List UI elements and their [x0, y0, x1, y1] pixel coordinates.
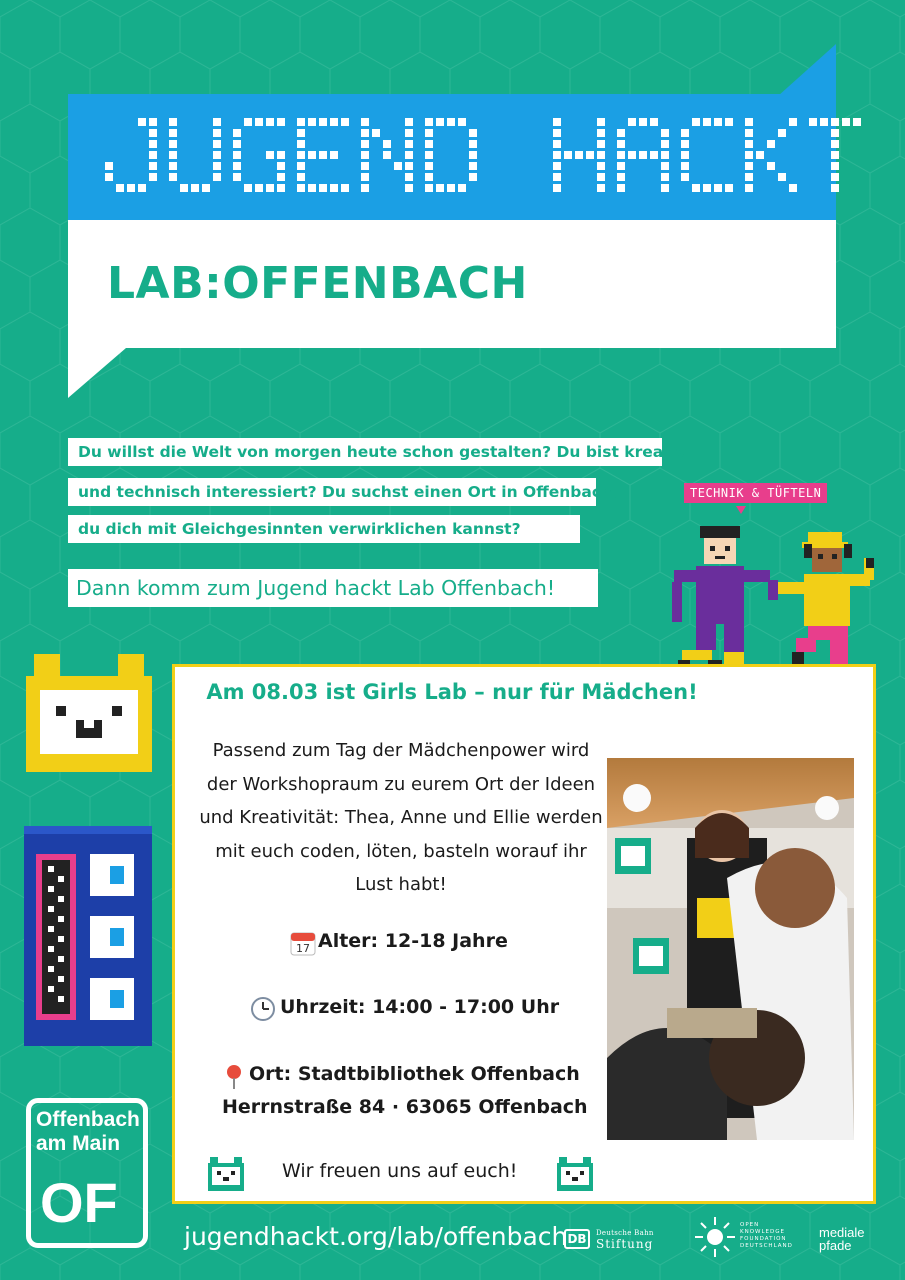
city-logo-name: Offenbach am Main — [36, 1108, 140, 1155]
speech-bubble: TECHNIK & TÜFTELN — [684, 483, 827, 503]
title-pixel — [469, 129, 477, 137]
okf-line-1: OPEN — [740, 1222, 760, 1228]
title-pixel — [692, 118, 700, 126]
title-pixel — [277, 173, 285, 181]
title-pixel — [553, 162, 561, 170]
title-pixel — [661, 184, 669, 192]
title-pixel — [372, 129, 380, 137]
title-pixel — [681, 162, 689, 170]
title-pixel — [308, 118, 316, 126]
title-pixel — [361, 151, 369, 159]
title-pixel — [469, 151, 477, 159]
title-pixel — [447, 184, 455, 192]
title-pixel — [213, 129, 221, 137]
title-pixel — [297, 173, 305, 181]
title-pixel — [553, 151, 561, 159]
banner-tail — [68, 348, 126, 398]
title-pixel — [831, 173, 839, 181]
title-pixel — [436, 184, 444, 192]
title-pixel — [745, 140, 753, 148]
title-pixel — [789, 184, 797, 192]
title-pixel — [361, 129, 369, 137]
title-pixel — [138, 118, 146, 126]
title-pixel — [469, 140, 477, 148]
title-pixel — [149, 118, 157, 126]
title-pixel — [745, 129, 753, 137]
title-pixel — [745, 173, 753, 181]
title-pixel — [703, 184, 711, 192]
title-pixel — [831, 118, 839, 126]
title-pixel — [597, 151, 605, 159]
title-pixel — [745, 162, 753, 170]
title-pixel — [809, 118, 817, 126]
title-pixel — [244, 118, 252, 126]
title-pixel — [244, 184, 252, 192]
title-pixel — [169, 140, 177, 148]
event-address: Herrnstraße 84 · 63065 Offenbach — [222, 1096, 588, 1118]
header-title-graphic — [105, 113, 805, 198]
title-pixel — [330, 151, 338, 159]
yellow-cat-icon — [26, 654, 152, 780]
title-pixel — [149, 129, 157, 137]
title-pixel — [714, 118, 722, 126]
title-pixel — [233, 151, 241, 159]
title-pixel — [202, 184, 210, 192]
title-pixel — [169, 151, 177, 159]
title-pixel — [597, 184, 605, 192]
title-pixel — [213, 151, 221, 159]
title-pixel — [277, 184, 285, 192]
title-pixel — [650, 118, 658, 126]
title-pixel — [469, 162, 477, 170]
footer-url-link[interactable]: jugendhackt.org/lab/offenbach — [184, 1222, 568, 1251]
title-pixel — [458, 184, 466, 192]
title-pixel — [138, 184, 146, 192]
title-pixel — [586, 151, 594, 159]
title-pixel — [617, 184, 625, 192]
title-pixel — [661, 140, 669, 148]
title-pixel — [149, 162, 157, 170]
title-pixel — [405, 162, 413, 170]
db-sponsor-line2: Stiftung — [596, 1237, 654, 1251]
db-sponsor-line1: Deutsche Bahn — [596, 1229, 654, 1237]
title-pixel — [405, 118, 413, 126]
title-pixel — [383, 140, 391, 148]
pixel-kid-1 — [672, 526, 778, 674]
title-pixel — [597, 118, 605, 126]
title-pixel — [842, 118, 850, 126]
calendar-icon — [290, 930, 316, 956]
title-pixel — [233, 162, 241, 170]
event-description: Passend zum Tag der Mädchenpower wird der Workshopraum zu eurem Ort der Ideen und Kreativität: Thea, Anne und Ellie werden mit euch coden, löten, basteln worauf ihr Lust habt! — [199, 740, 603, 895]
pixel-kid-2 — [778, 532, 874, 674]
title-pixel — [617, 140, 625, 148]
title-pixel — [297, 162, 305, 170]
event-age: Alter: 12-18 Jahre — [318, 930, 508, 952]
title-pixel — [553, 129, 561, 137]
title-pixel — [553, 140, 561, 148]
title-pixel — [681, 173, 689, 181]
title-pixel — [105, 173, 113, 181]
title-pixel — [233, 129, 241, 137]
title-pixel — [789, 118, 797, 126]
intro-line-1: Du willst die Welt von morgen heute schon gestalten? Du bist kreativ — [68, 438, 662, 466]
page-subtitle: LAB:OFFENBACH — [107, 258, 528, 309]
db-logo-mark: DB — [564, 1229, 590, 1249]
title-pixel — [831, 129, 839, 137]
title-pixel — [617, 151, 625, 159]
title-pixel — [458, 118, 466, 126]
title-pixel — [639, 118, 647, 126]
title-pixel — [725, 118, 733, 126]
intro-line-2: und technisch interessiert? Du suchst einen Ort in Offenbach, — [68, 478, 596, 506]
title-pixel — [597, 173, 605, 181]
pixel-kids-illustration — [668, 518, 882, 680]
title-pixel — [628, 151, 636, 159]
title-pixel — [767, 162, 775, 170]
title-pixel — [831, 140, 839, 148]
title-pixel — [213, 140, 221, 148]
title-pixel — [149, 151, 157, 159]
title-pixel — [127, 184, 135, 192]
title-pixel — [831, 162, 839, 170]
title-pixel — [661, 129, 669, 137]
title-pixel — [617, 129, 625, 137]
title-pixel — [425, 162, 433, 170]
title-pixel — [469, 173, 477, 181]
title-pixel — [149, 173, 157, 181]
title-pixel — [277, 118, 285, 126]
title-pixel — [297, 118, 305, 126]
title-pixel — [330, 118, 338, 126]
title-pixel — [425, 118, 433, 126]
title-pixel — [425, 173, 433, 181]
title-pixel — [255, 184, 263, 192]
title-pixel — [361, 184, 369, 192]
mediale-pfade-logo — [819, 1226, 865, 1252]
city-logo-abbr: OF — [40, 1171, 118, 1234]
blue-robot-icon — [24, 826, 152, 1052]
event-place: Ort: Stadtbibliothek Offenbach — [249, 1063, 580, 1085]
title-pixel — [597, 162, 605, 170]
title-pixel — [394, 162, 402, 170]
title-pixel — [116, 184, 124, 192]
title-pixel — [617, 173, 625, 181]
title-pixel — [383, 151, 391, 159]
okf-line-2: KNOWLEDGE — [740, 1229, 785, 1235]
title-pixel — [330, 184, 338, 192]
title-pixel — [149, 140, 157, 148]
title-pixel — [436, 118, 444, 126]
title-pixel — [277, 162, 285, 170]
title-pixel — [725, 184, 733, 192]
okf-line-4: DEUTSCHLAND — [740, 1243, 793, 1249]
title-pixel — [553, 118, 561, 126]
banner-flag — [778, 44, 836, 96]
title-pixel — [564, 151, 572, 159]
svg-text:17: 17 — [296, 942, 310, 955]
title-pixel — [756, 151, 764, 159]
small-cat-icon-right — [557, 1157, 593, 1191]
small-cat-icon-left — [208, 1157, 244, 1191]
title-pixel — [617, 162, 625, 170]
title-pixel — [681, 151, 689, 159]
okf-logo-icon — [694, 1216, 736, 1258]
title-pixel — [297, 184, 305, 192]
title-pixel — [191, 184, 199, 192]
title-pixel — [266, 184, 274, 192]
title-pixel — [778, 129, 786, 137]
title-pixel — [297, 129, 305, 137]
title-pixel — [405, 173, 413, 181]
title-pixel — [233, 140, 241, 148]
title-pixel — [255, 118, 263, 126]
title-pixel — [233, 173, 241, 181]
title-pixel — [361, 162, 369, 170]
title-pixel — [425, 140, 433, 148]
title-pixel — [820, 118, 828, 126]
title-pixel — [692, 184, 700, 192]
title-pixel — [297, 151, 305, 159]
intro-line-3: du dich mit Gleichgesinnten verwirklichen kannst? — [68, 515, 580, 543]
title-pixel — [341, 184, 349, 192]
title-pixel — [361, 173, 369, 181]
title-pixel — [266, 118, 274, 126]
title-pixel — [597, 129, 605, 137]
pin-icon — [224, 1064, 244, 1090]
event-time: Uhrzeit: 14:00 - 17:00 Uhr — [280, 996, 560, 1018]
title-pixel — [405, 184, 413, 192]
title-pixel — [661, 162, 669, 170]
title-pixel — [213, 162, 221, 170]
title-pixel — [297, 140, 305, 148]
closing-text: Wir freuen uns auf euch! — [282, 1160, 518, 1182]
title-pixel — [180, 184, 188, 192]
title-pixel — [319, 118, 327, 126]
title-pixel — [853, 118, 861, 126]
mediale-line-2: pfade — [819, 1238, 852, 1253]
title-pixel — [681, 140, 689, 148]
title-pixel — [169, 173, 177, 181]
title-pixel — [361, 140, 369, 148]
title-pixel — [628, 118, 636, 126]
title-pixel — [778, 173, 786, 181]
speech-bubble-tail — [736, 506, 746, 514]
title-pixel — [308, 151, 316, 159]
title-pixel — [405, 151, 413, 159]
title-pixel — [169, 129, 177, 137]
title-pixel — [575, 151, 583, 159]
title-pixel — [425, 151, 433, 159]
title-pixel — [105, 162, 113, 170]
title-pixel — [661, 173, 669, 181]
title-pixel — [767, 140, 775, 148]
title-pixel — [169, 162, 177, 170]
event-headline: Am 08.03 ist Girls Lab – nur für Mädchen! — [206, 680, 698, 704]
title-pixel — [319, 184, 327, 192]
okf-logo-text — [740, 1222, 793, 1250]
title-pixel — [266, 151, 274, 159]
title-pixel — [213, 173, 221, 181]
title-pixel — [745, 151, 753, 159]
title-pixel — [277, 151, 285, 159]
intro-cta: Dann komm zum Jugend hackt Lab Offenbach! — [68, 569, 598, 607]
title-pixel — [425, 184, 433, 192]
event-photo — [607, 758, 854, 1140]
title-pixel — [425, 129, 433, 137]
title-pixel — [714, 184, 722, 192]
title-pixel — [831, 151, 839, 159]
photo-illustration — [607, 758, 854, 1140]
title-pixel — [405, 140, 413, 148]
title-pixel — [553, 184, 561, 192]
title-pixel — [681, 129, 689, 137]
title-pixel — [661, 151, 669, 159]
title-pixel — [447, 118, 455, 126]
title-pixel — [341, 118, 349, 126]
title-pixel — [169, 118, 177, 126]
title-pixel — [405, 129, 413, 137]
title-pixel — [831, 184, 839, 192]
title-pixel — [308, 184, 316, 192]
title-pixel — [319, 151, 327, 159]
title-pixel — [213, 118, 221, 126]
title-pixel — [703, 118, 711, 126]
title-pixel — [639, 151, 647, 159]
title-pixel — [553, 173, 561, 181]
mediale-line-1: mediale — [819, 1225, 865, 1240]
title-pixel — [650, 151, 658, 159]
title-pixel — [597, 140, 605, 148]
header-title: JUGEND HACKT — [105, 113, 113, 114]
title-pixel — [745, 118, 753, 126]
clock-icon — [250, 996, 276, 1022]
title-pixel — [361, 118, 369, 126]
title-pixel — [745, 184, 753, 192]
okf-line-3: FOUNDATION — [740, 1236, 787, 1242]
